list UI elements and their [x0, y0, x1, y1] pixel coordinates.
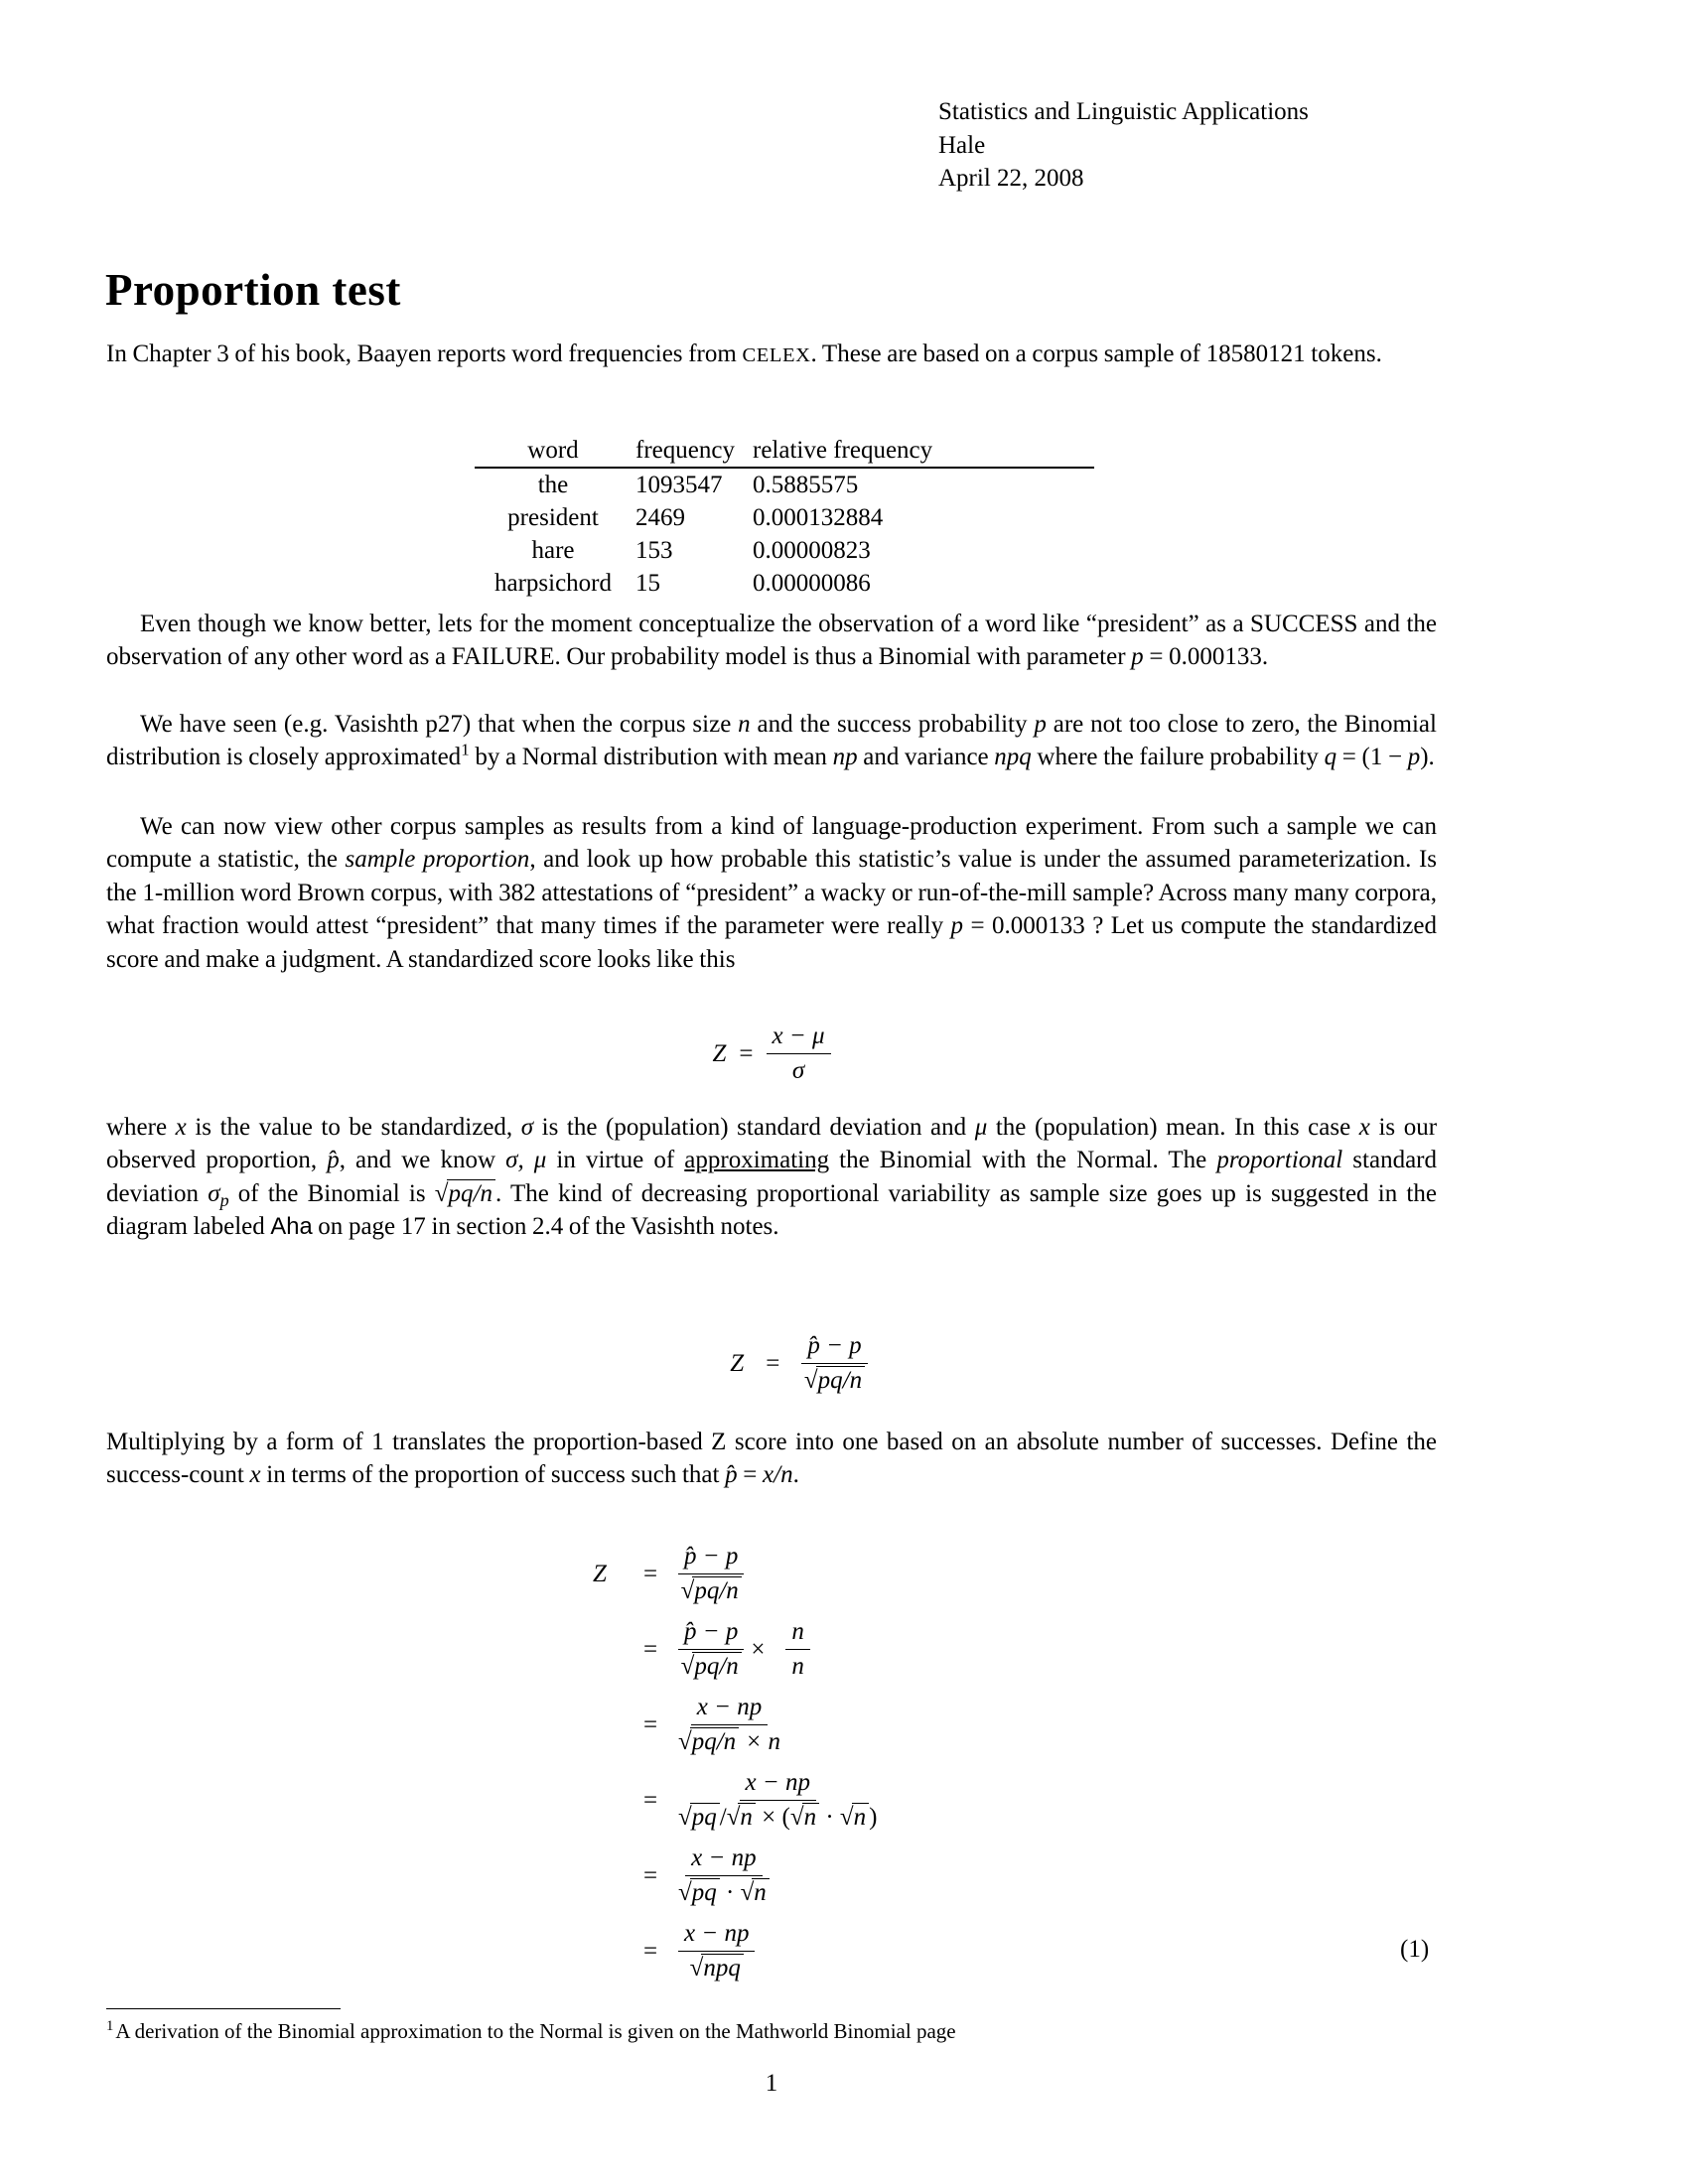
table-row [475, 567, 1094, 600]
cell-frequency: 2469 [635, 503, 685, 531]
fraction [801, 1332, 867, 1395]
equals-sign: = [642, 1861, 658, 1889]
radicand: n [752, 1878, 770, 1906]
formula-z-proportion [106, 1332, 1437, 1395]
math-var-p: p [1131, 643, 1144, 671]
radicand: pq/n [690, 1727, 739, 1755]
derivation-row-2 [593, 1616, 877, 1683]
body-text: where the failure probability [1031, 744, 1325, 771]
body-text: where [106, 1114, 176, 1141]
fraction [678, 1769, 877, 1832]
fraction-denominator [678, 1725, 780, 1756]
sqrt-sign: √ [678, 1804, 692, 1831]
emphasis-proportional: proportional [1216, 1147, 1343, 1174]
sqrt-sign: √ [678, 1879, 692, 1906]
radicand: pq/n [816, 1366, 865, 1394]
body-text: Even though we know better, lets for the moment conceptualize the observation of a word like “president” as a SUCCESS and the observation of any other word as a FAILURE. Our probability model is thus a Binomial with parameter [106, 611, 1437, 671]
body-text: We can now view other corpus samples as results from a kind of language-production experiment. From such a sample we can compute a statistic, the [106, 813, 1437, 874]
intro-text: . These are based on a corpus sample of 18580121 tokens. [810, 341, 1382, 367]
math-var-x: x [1358, 1114, 1370, 1141]
radical [681, 1653, 742, 1680]
fraction-numerator: x − μ [767, 1023, 831, 1054]
paragraph-normal-approximation [106, 708, 1437, 774]
sqrt-sign: √ [789, 1804, 804, 1831]
radicand: pq [690, 1878, 720, 1906]
equals-sign: = [766, 1349, 780, 1377]
course-title: Statistics and Linguistic Applications [938, 98, 1309, 125]
paragraph-success-failure [106, 608, 1437, 674]
math-var-x: x [249, 1461, 261, 1489]
math-var-Z: Z [730, 1349, 745, 1377]
fraction [678, 1543, 744, 1605]
fraction-numerator: x − np [740, 1769, 816, 1801]
derivation-row-5 [593, 1843, 877, 1909]
radical [678, 1804, 720, 1831]
body-text: is the value to be standardized, [186, 1114, 521, 1141]
paragraph-where-x [106, 1111, 1437, 1244]
body-text: Multiplying by a form of 1 translates the proportion-based Z score into one based on an absolute number of successes. Define the success-count [106, 1429, 1437, 1489]
derivation-row-1 [593, 1541, 877, 1607]
body-text: . The kind of decreasing proportional variability as sample size goes up is suggested in the diagram labeled [106, 1179, 1437, 1241]
cell-word: hare [531, 536, 575, 564]
footnote-text: A derivation of the Binomial approximation to the Normal is given on the Mathworld Binomial page [115, 2019, 956, 2043]
slash: / [719, 1804, 727, 1831]
col-header-relative-frequency: relative frequency [749, 434, 1094, 468]
page-number: 1 [765, 2070, 778, 2097]
math-var-phat: p̂ [725, 1461, 738, 1489]
radicand: pq/n [692, 1576, 741, 1604]
cell-word: president [507, 503, 599, 531]
radical [741, 1879, 770, 1906]
radicand: pq/n [692, 1652, 741, 1680]
math-var-sigma: σ [520, 1114, 534, 1141]
fraction-denominator [678, 1801, 877, 1832]
math-var-x: x [175, 1114, 187, 1141]
times-sign: × [751, 1635, 766, 1663]
body-text: in virtue of [546, 1147, 685, 1174]
body-text: and variance [857, 744, 995, 771]
math-var-q: q [1324, 744, 1337, 771]
radicand: npq [701, 1954, 744, 1981]
fraction-denominator [678, 1876, 770, 1907]
fraction-denominator [681, 1650, 742, 1681]
table-row [475, 501, 1094, 534]
fraction-numerator: x − np [691, 1694, 768, 1725]
radical-inline [435, 1180, 495, 1207]
body-text: = 0.000133 ? Let us compute the standardized score and make a judgment. A standardized score looks like this [106, 912, 1437, 973]
body-text: = [737, 1461, 764, 1489]
body-text: , and look up how probable this statistic’s value is under the assumed parameterization. Is the 1-million word Brown corpus, with 382 attestations of “president” a wacky or run-of-the-mill sample? Across many many corpora, what fraction would attest “president” that many times if the parameter were really [106, 846, 1437, 940]
col-header-frequency: frequency [632, 434, 749, 468]
table-header [475, 434, 1094, 468]
equation-number: (1) [1400, 1936, 1430, 1963]
sqrt-sign: √ [434, 1179, 449, 1207]
body-text: is the (population) standard deviation and [533, 1114, 975, 1141]
header-block [938, 95, 1309, 196]
radicand: pq/n [447, 1179, 495, 1207]
sqrt-sign: √ [680, 1577, 695, 1604]
fraction-numerator: x − np [678, 1920, 755, 1952]
body-text: in terms of the proportion of success such that [260, 1461, 726, 1489]
equals-sign: = [642, 1786, 658, 1814]
cell-frequency: 1093547 [635, 471, 723, 498]
sqrt-sign: √ [678, 1728, 692, 1755]
col-header-word: word [475, 434, 632, 468]
equals-sign: = [642, 1560, 658, 1587]
formula-z-standardized [106, 1023, 1437, 1085]
derivation-row-6 [593, 1918, 877, 1984]
expression [678, 1618, 810, 1681]
emphasis-sample-proportion: sample proportion [345, 846, 530, 874]
equals-sign: = [642, 1937, 658, 1965]
math-var-n: n [738, 711, 751, 738]
table-header-row [475, 434, 1094, 468]
body-text: We have seen (e.g. Vasishth p27) that when the corpus size [140, 711, 739, 738]
sqrt-sign: √ [803, 1367, 818, 1394]
fraction [678, 1618, 744, 1681]
paragraph-multiplying [106, 1426, 1437, 1492]
math-var-Z: Z [712, 1039, 727, 1067]
equals-sign: = [642, 1635, 658, 1663]
footnote-rule [106, 2008, 341, 2009]
body-text: of the Binomial is [228, 1179, 435, 1207]
fraction-numerator: p̂ − p [678, 1543, 744, 1574]
math-var-np: np [832, 744, 858, 771]
cell-relative-frequency: 0.00000823 [753, 536, 871, 564]
body-text: and the success probability [750, 711, 1035, 738]
center-dot: · [719, 1879, 741, 1906]
radical [804, 1367, 865, 1394]
close-paren: ) [869, 1804, 878, 1831]
radical [790, 1804, 819, 1831]
cell-frequency: 153 [635, 536, 673, 564]
footnote [106, 2018, 1437, 2044]
fraction-numerator: p̂ − p [678, 1618, 744, 1650]
underlined-approximating: approximating [684, 1147, 830, 1174]
radical [690, 1955, 744, 1981]
fraction [678, 1844, 770, 1907]
fraction-denominator [804, 1364, 865, 1395]
cell-relative-frequency: 0.000132884 [753, 503, 884, 531]
page-title: Proportion test [105, 265, 401, 315]
math-var-sigma: σ [208, 1179, 220, 1207]
fraction-numerator: x − np [685, 1844, 762, 1876]
times-open-paren: × ( [755, 1804, 790, 1831]
paragraph-sample-proportion [106, 810, 1437, 976]
math-var-phat: p̂ [327, 1147, 340, 1174]
radical [678, 1728, 739, 1755]
body-text: the Binomial with the Normal. The [829, 1147, 1217, 1174]
body-text: by a Normal distribution with mean [469, 744, 833, 771]
sqrt-sign: √ [726, 1804, 741, 1831]
body-text: ). [1420, 744, 1435, 771]
cell-word: harpsichord [493, 569, 613, 597]
body-text: on page 17 in section 2.4 of the Vasishth notes. [312, 1213, 779, 1241]
sqrt-sign: √ [740, 1879, 755, 1906]
fraction [785, 1618, 810, 1681]
body-text: . [792, 1461, 799, 1489]
author-name: Hale [938, 131, 986, 159]
body-text: = 0.000133. [1143, 643, 1269, 671]
radicand: n [852, 1803, 870, 1831]
fraction-numerator: p̂ − p [801, 1332, 867, 1364]
fraction-denominator: σ [791, 1057, 805, 1084]
fraction [678, 1920, 755, 1982]
radical [727, 1804, 756, 1831]
sqrt-sign: √ [680, 1653, 695, 1680]
math-var-p: p [950, 912, 964, 940]
math-subscript-p: p [219, 1189, 229, 1210]
footnote-marker: 1 [106, 2018, 114, 2034]
body-text: are not too close to zero, the Binomial distribution is closely approximated [106, 711, 1437, 771]
fraction-denominator [690, 1952, 744, 1982]
equals-sign: = [642, 1710, 658, 1738]
cell-frequency: 15 [635, 569, 660, 597]
math-var-Z: Z [593, 1560, 607, 1587]
fraction-denominator [681, 1574, 742, 1605]
math-var-p: p [1034, 711, 1047, 738]
denominator-tail: × n [739, 1728, 781, 1755]
radical [678, 1879, 720, 1906]
fraction [767, 1023, 831, 1085]
body-text: the (population) mean. In this case [987, 1114, 1359, 1141]
radical [681, 1577, 742, 1604]
math-var-p: p [1407, 744, 1421, 771]
label-aha: Aha [270, 1213, 313, 1241]
body-text: , and we know [339, 1147, 506, 1174]
center-dot: · [819, 1804, 840, 1831]
math-var-sigma-mu: σ, μ [505, 1147, 547, 1174]
math-var-mu: μ [974, 1114, 988, 1141]
intro-text: In Chapter 3 of his book, Baayen reports word frequencies from [106, 341, 743, 367]
frequency-table [475, 434, 1094, 600]
derivation-block [593, 1541, 877, 1993]
table-row [475, 468, 1094, 501]
fraction-numerator: n [785, 1618, 810, 1650]
radical [840, 1804, 869, 1831]
cell-relative-frequency: 0.00000086 [753, 569, 871, 597]
math-var-npq: npq [994, 744, 1032, 771]
math-var-x-over-n: x/n [763, 1461, 793, 1489]
derivation-row-4 [593, 1767, 877, 1834]
cell-relative-frequency: 0.5885575 [753, 471, 859, 498]
derivation-row-3 [593, 1692, 877, 1758]
body-text: = (1 − [1336, 744, 1408, 771]
cell-word: the [537, 471, 569, 498]
radicand: pq [690, 1803, 720, 1831]
fraction [678, 1694, 780, 1756]
radicand: n [738, 1803, 756, 1831]
footnote-marker: 1 [461, 741, 470, 760]
document-date: April 22, 2008 [938, 165, 1084, 192]
body-text: is our observed proportion, [106, 1114, 1438, 1174]
sqrt-sign: √ [839, 1804, 854, 1831]
equals-sign: = [739, 1039, 754, 1067]
radicand: n [802, 1803, 820, 1831]
table-row [475, 534, 1094, 567]
paragraph-intro [106, 338, 1437, 372]
body-text: standard deviation [106, 1147, 1437, 1207]
sqrt-sign: √ [689, 1955, 704, 1981]
fraction-denominator: n [791, 1653, 804, 1680]
celex-smallcaps: CELEX [742, 344, 811, 366]
